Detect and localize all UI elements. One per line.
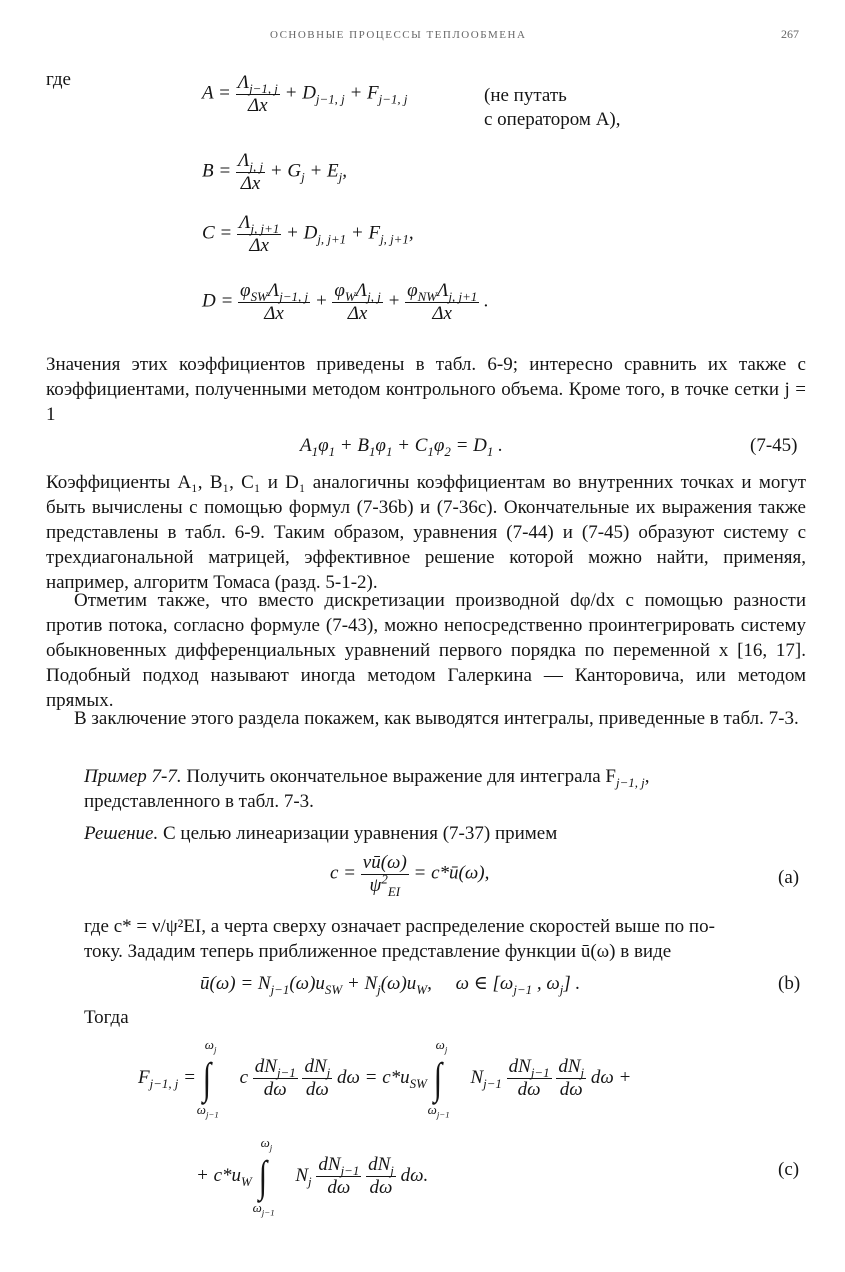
- integral-sign: ∫: [433, 1054, 442, 1103]
- solution-label: Решение.: [84, 823, 159, 844]
- equation-tag-7-45: (7-45): [750, 435, 798, 456]
- solution-line: [84, 822, 557, 847]
- where-label: где: [46, 69, 71, 90]
- paragraph-conclusion: В заключение этого раздела покажем, как выводятся интегралы, приведенные в табл. 7-3.: [74, 708, 799, 729]
- equation-D: D = $\frac{\varphi_{SW}\Lambda_{j-1, j}}{\Delta x}$ + $\frac{\varphi_W\Lambda_{j, j}}{\Delta x}$ + $\frac{\varphi_{NW}\Lambda_{j, j+1}}{\Delta x}$ .: [202, 280, 489, 324]
- solution-explanation: [84, 914, 715, 964]
- paragraph-coefficients: Значения этих коэффициентов приведены в табл. 6-9; интересно сравнить их также с коэффициентами, полученными методом контрольного объема. Кроме того, в точке сетки j = 1: [46, 354, 806, 425]
- example-text: Получить окончательное выражение для интеграла F: [186, 766, 616, 787]
- equation-a: c = $\frac{\nu ū(\omega)}{\psi^2_{EI}}$ = c*ū(ω),: [330, 852, 490, 899]
- equation-b: ū(ω) = $N_{j-1}(\omega)u_{SW} + N_j(\omega)u_W$, ω ∈ [$\omega_{j-1}$ , $\omega_j$] .: [200, 973, 581, 997]
- solution-line-2: току. Зададим теперь приближенное представление функции ū(ω) в виде: [84, 941, 672, 962]
- note-line-1: (не путать: [484, 85, 567, 106]
- example-7-7: [84, 764, 806, 814]
- then-label: Тогда: [84, 1007, 129, 1028]
- integral-sign: ∫: [202, 1054, 211, 1103]
- integral-sign: ∫: [258, 1152, 267, 1201]
- paragraph-galerkin: Отметим также, что вместо дискретизации производной dφ/dx с помощью разности против потока, согласно формуле (7-43), можно непосредственно проинтегрировать систему обыкновенных дифференциальных уравнений первого порядка по переменной x [16, 17]. Подобный подход называют иногда методом Галеркина — Канторовича, или методом прямых.: [46, 590, 806, 711]
- equation-c-line-1: $F_{j-1, j}$ = ∫ $\omega_j$ $\omega_{j-1}$ c $\frac{dN_{j-1}}{d\omega}$ $\frac{dN_j}{d\omega}$ $d\omega = c*u_{SW}$ ∫ $\omega_j$ $\omega_{j-1}$ $N_{j-1}$ $\frac{dN_{j-1}}{d\omega}$ $\frac{dN_j}{d\omega}$ dω +: [138, 1036, 632, 1120]
- solution-where-line: где c* = ν/ψ²EI, а черта сверху означает распределение скоростей выше по по-: [84, 916, 715, 937]
- equation-c-line-2: + $c*u_W$ ∫ $\omega_j$ $\omega_{j-1}$ $N_j$ $\frac{dN_{j-1}}{d\omega}$ $\frac{dN_j}{d\omega}$ dω.: [196, 1134, 429, 1218]
- equation-tag-b: (b): [778, 973, 801, 994]
- paragraph-coefficients-boundary: Коэффициенты A₁, B₁, C₁ и D₁ аналогичны коэффициентам во внутренних точках и могут быть вычислены с помощью формул (7-36b) и (7-36c). Окончательные их выражения также представлены в табл. 6-9. Таким образом, уравнения (7-44) и (7-45) образуют систему с трехдиагональной матрицей, эффективное решение которой можно найти, применяя, например, алгоритм Томаса (разд. 5-1-2).: [46, 472, 806, 593]
- equation-7-45: $A_1\varphi_1 + B_1\varphi_1 + C_1\varphi_2 = D_1$ .: [300, 435, 503, 459]
- solution-text: С целью линеаризации уравнения (7-37) примем: [163, 823, 558, 844]
- running-head: ОСНОВНЫЕ ПРОЦЕССЫ ТЕПЛООБМЕНА: [270, 29, 527, 41]
- example-comma: ,: [644, 766, 650, 787]
- equation-tag-c: (c): [778, 1159, 800, 1180]
- equation-C: C = $\frac{\Lambda_{j, j+1}}{\Delta x}$ + $D_{j, j+1} + F_{j, j+1}$,: [202, 212, 414, 256]
- example-sub: j−1, j: [615, 774, 645, 790]
- equation-B: B = $\frac{\Lambda_{j, j}}{\Delta x}$ + $G_j + E_j$,: [202, 150, 347, 194]
- example-label: Пример 7-7.: [84, 766, 182, 787]
- note-not-operator: [484, 84, 621, 132]
- note-line-2: с оператором A),: [484, 109, 621, 130]
- equation-tag-a: (a): [778, 867, 800, 888]
- example-line-2: представленного в табл. 7-3.: [84, 791, 314, 812]
- equation-A: A = $\frac{\Lambda_{j-1, j}}{\Delta x}$ + $D_{j-1, j} + F_{j-1, j}$: [202, 72, 408, 116]
- page-number: 267: [781, 27, 799, 41]
